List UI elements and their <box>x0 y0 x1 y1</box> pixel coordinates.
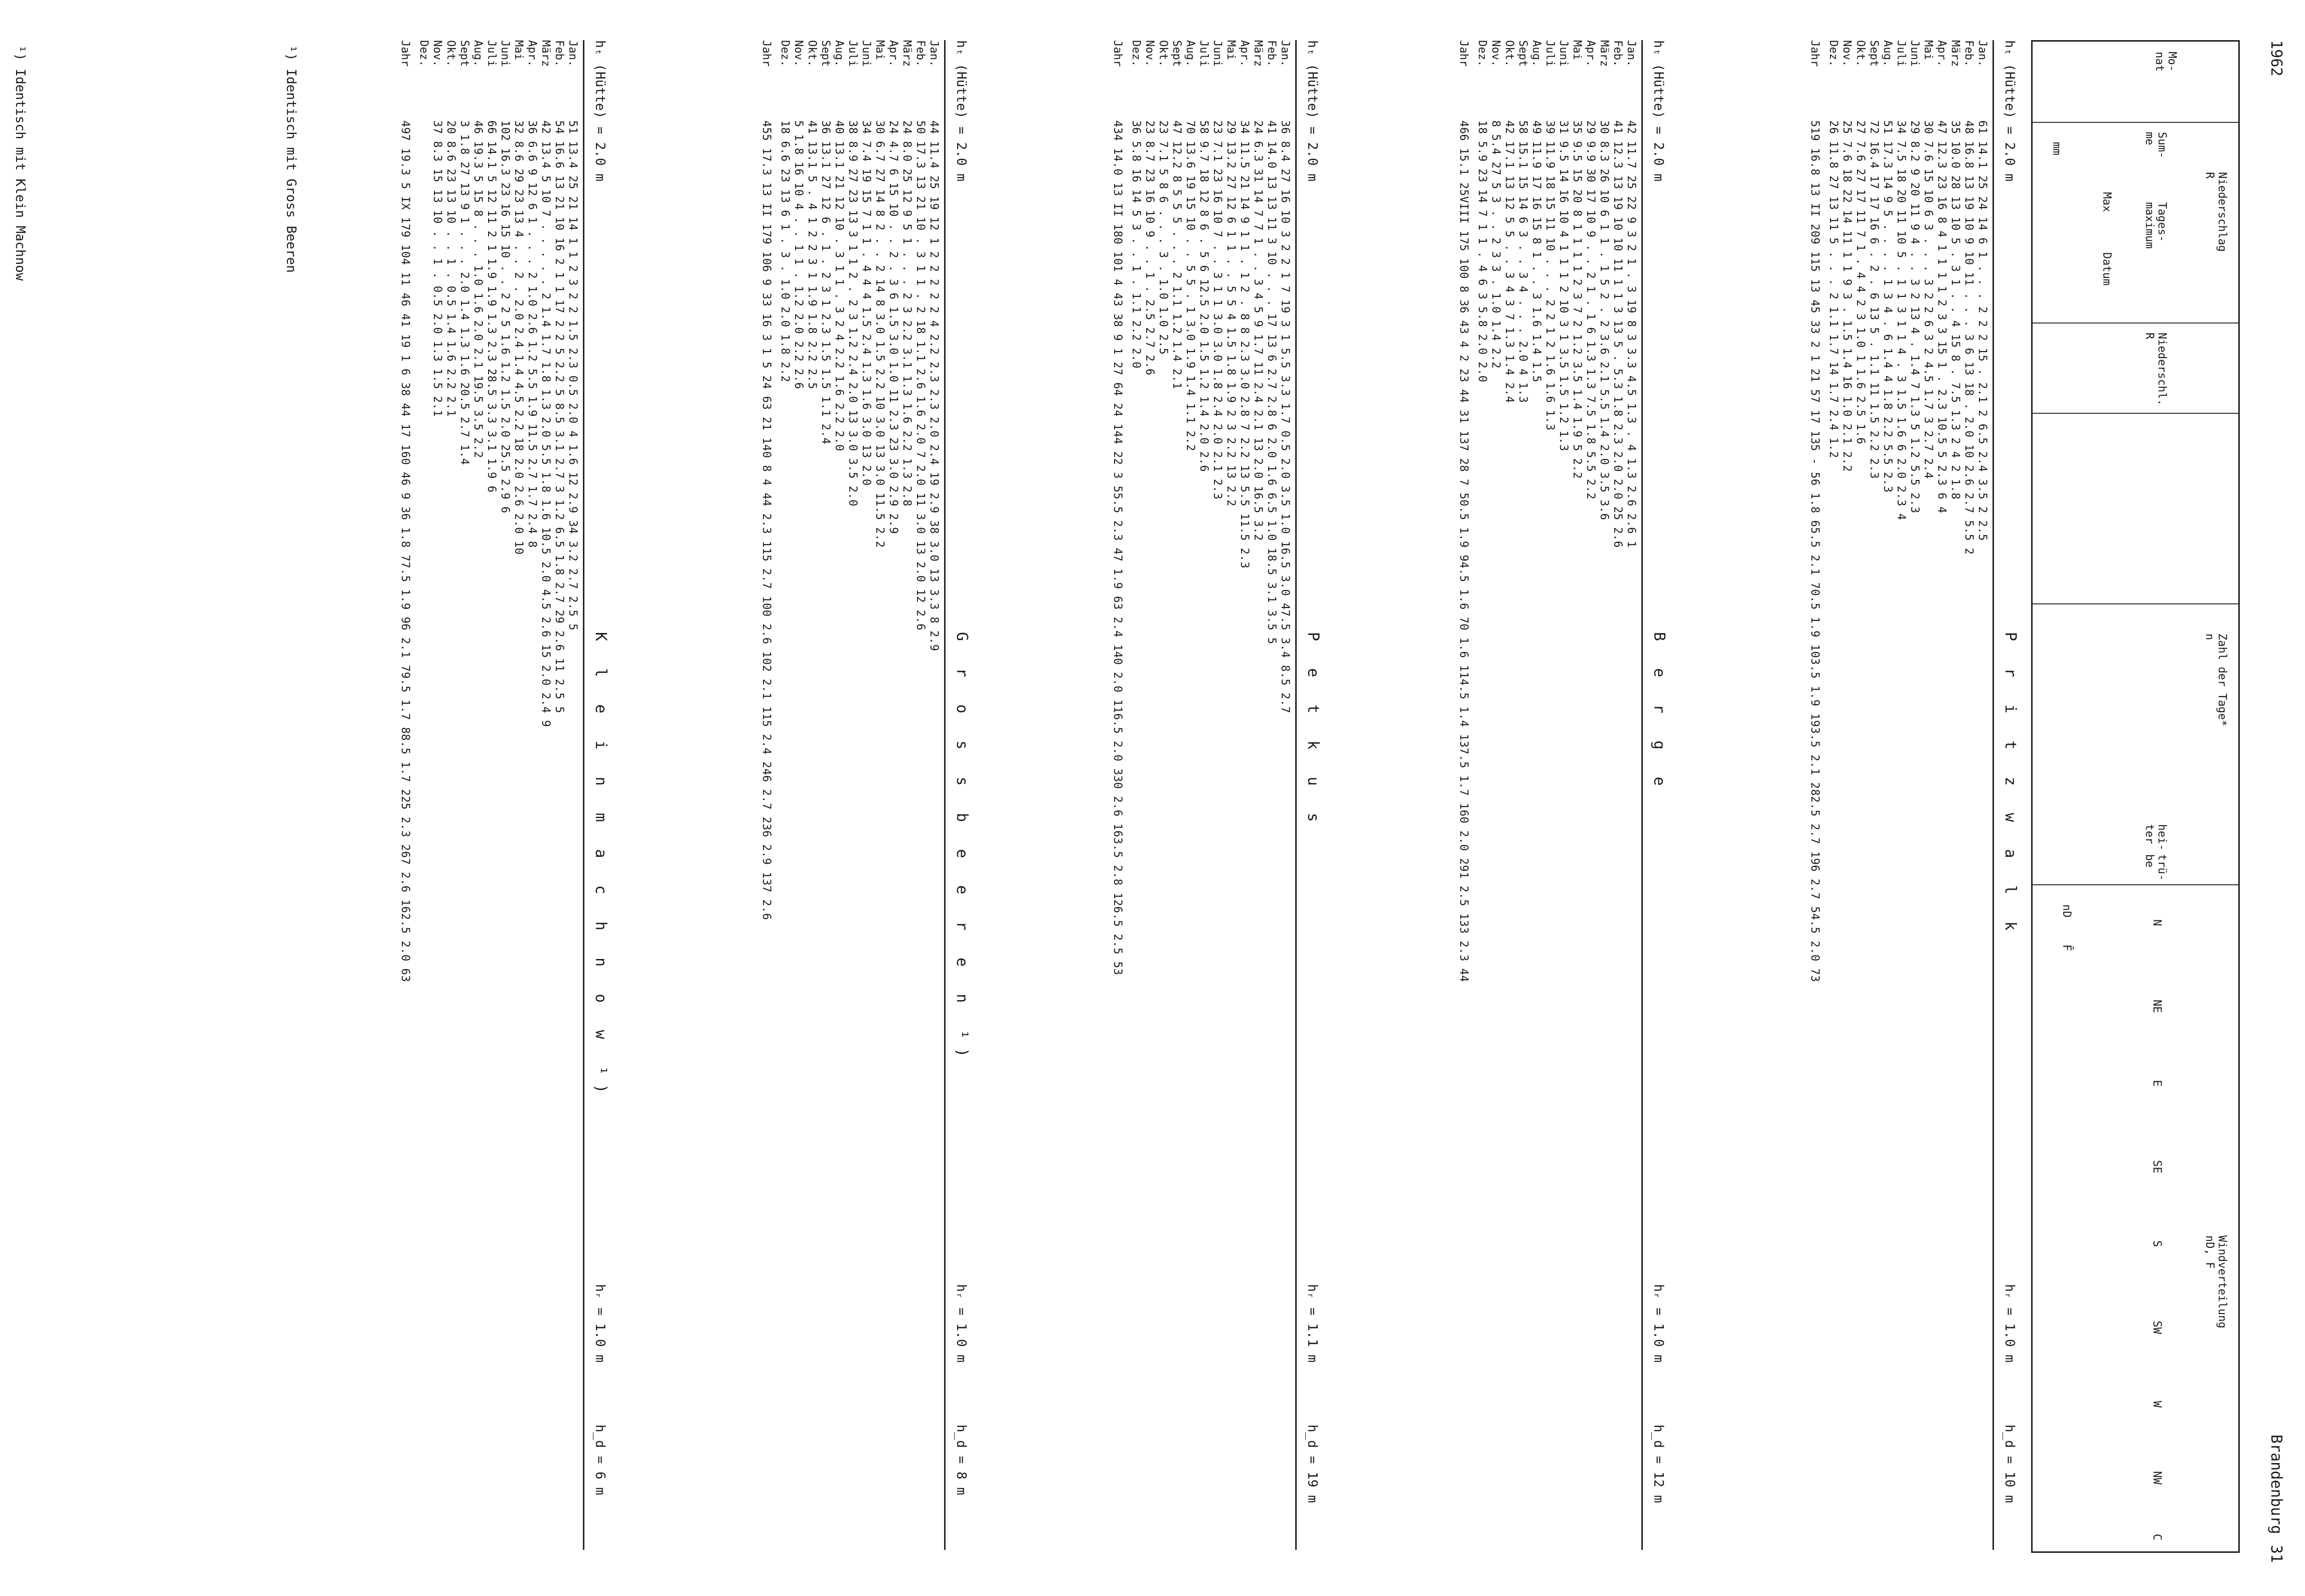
row-values: 455 17.3 13 II 179 106 9 33 16 3 1 5 24 63 21 140 8 4 44 2.3 115 2.7 100 2.6 102 2.1 115 2.4 246 2.7 236 2.9 137 2.6 <box>760 120 773 920</box>
table-row <box>1238 40 1251 1550</box>
row-values: 24 8.0 25 12 9 5 1 . . . 2 3 2.2 3.1 1.3 1.6 2.2 1.3 2.8 <box>900 120 913 507</box>
header-datum: Datum <box>2100 252 2113 286</box>
station-name: G r o s s b e e r e n ¹) <box>953 632 971 1066</box>
table-row <box>819 40 832 1550</box>
table-row <box>417 40 430 1550</box>
page-year: 1962 <box>2267 40 2285 77</box>
table-row <box>1502 40 1516 1550</box>
month-label: Jan. <box>928 40 940 67</box>
table-row <box>1908 40 1921 1550</box>
station-section <box>1698 40 2019 1550</box>
month-label: Mai <box>1922 40 1934 60</box>
month-label: Sept <box>1170 40 1183 67</box>
table-row <box>792 40 805 1550</box>
row-values: 25 7.6 18 22 14 11 1 1 9 3 . 1.5 1.4 16 1.0 2.1 2.2 <box>1840 120 1853 472</box>
month-label: Apr. <box>887 40 899 67</box>
month-label: Jan. <box>1279 40 1291 67</box>
month-label: Juni <box>1908 40 1921 67</box>
row-values: 36 5.8 16 14 5 3 . . 1 . 1.1 2.2 2.0 <box>1130 120 1142 369</box>
header-summe: Sum- me <box>2143 132 2168 158</box>
table-row <box>778 40 792 1550</box>
row-values: 18 6.6 23 13 6 1 . 3 . 1.0 2.0 1.8 2.2 <box>779 120 791 383</box>
row-values: 26 11.8 27 13 11 5 . . . 2 1.1 1.7 14 1.7 2.4 1.2 <box>1827 120 1839 458</box>
month-label: Sept <box>1868 40 1880 67</box>
month-label: Okt. <box>1157 40 1169 67</box>
row-values: 47 12.3 23 16 8 4 1 1 1 1 2 3 3 15 1 . 2.3 10.5 5 2.3 6 4 <box>1935 120 1948 514</box>
month-label: Jan. <box>1625 40 1637 67</box>
month-label: Apr. <box>1238 40 1251 67</box>
section-rule <box>1295 40 1297 1550</box>
station-ht: hₜ (Hütte) = 2.0 m <box>2002 40 2017 182</box>
page-number: 31 <box>2267 1545 2285 1563</box>
station-name: P e t k u s <box>1304 632 1322 831</box>
row-values: 30 7.6 15 10 6 3 . . . 3 2 2 6 3 2 4.5 1.7 3 2.7 2.4 <box>1922 120 1934 479</box>
month-label: Juli <box>485 40 498 67</box>
row-values: 44 11.4 25 19 12 1 2 2 2 2 2 4 2.2 2.3 2.3 2.0 2.4 19 2.9 38 3.0 13 3.3 8 2.9 <box>928 120 940 652</box>
month-label: Juni <box>1557 40 1570 67</box>
station-ht: hₜ (Hütte) = 2.0 m <box>592 40 607 182</box>
month-label: Aug. <box>833 40 845 67</box>
table-row <box>1881 40 1894 1550</box>
table-row <box>1840 40 1854 1550</box>
month-label: Aug. <box>472 40 484 67</box>
month-label: Juli <box>1895 40 1907 67</box>
month-label: Feb. <box>914 40 927 67</box>
row-values: 34 7.4 19 15 7 1 1 . 4 4 4 1.5 2.4 1.3 1.6 3.0 13 2.0 <box>860 120 872 486</box>
row-values: 39 11.9 18 15 11 10 . . . 2 2 1 2 1.6 1.6 1.3 <box>1544 120 1556 431</box>
row-values: 51 13.4 25 21 14 1 1 2 3 2 2 1.5 2.3 0.5 2.0 4 1.6 12 2.9 34 3.2 2.7 2.5 5 <box>566 120 579 631</box>
row-values: 72 16.4 17 17 16 6 . 2 . 6 13 5 . 1.1 11 1.5 2.2 2.3 <box>1868 120 1880 479</box>
table-row <box>1557 40 1570 1550</box>
month-label: Dez. <box>417 40 430 67</box>
row-values: 47 12.2 8 5 5 5 . . . 2 1.1 1.2 1.4 2.1 <box>1170 120 1183 390</box>
month-label: Jahr <box>1457 40 1470 67</box>
row-values: 497 19.3 5 IX 179 104 11 46 41 19 1 6 38 44 17 160 46 9 36 1.8 77.5 1.9 96 2.1 79.5 1.7 88.5 1.7 225 2.3 267 2.6 162.5 2.0 63 <box>399 120 411 983</box>
row-values: 42 11.7 25 22 9 3 2 1 . 3 19 8 3 3.3 4.5 1.3 . 4 1.3 2.6 2.6 1 <box>1625 120 1637 548</box>
month-label: Apr. <box>526 40 538 67</box>
section-rule <box>1992 40 1994 1550</box>
row-values: 30 6.7 27 14 8 2 . . 2 14 8 3.0 1.5 2.2 10 3.0 13 3.0 11.5 2.2 <box>873 120 886 548</box>
month-label: Juli <box>1197 40 1210 67</box>
row-values: 34 7.5 18 20 11 10 5 . 1 1 3 1 1 4 . 3 1.5 1.6 6 2.0 2.3 4 <box>1895 120 1907 521</box>
table-row-year <box>1111 40 1124 1550</box>
table-row <box>525 40 539 1550</box>
table-row <box>1854 40 1867 1550</box>
row-values: 29 8.2 9 20 11 9 4 . . 3 2 13 4 . 1.4 7 1.3 5 1.2 5.5 2.3 <box>1908 120 1921 514</box>
station-hr: hᵣ = 1.1 m <box>1305 1284 1320 1363</box>
row-values: 23 7.1 5 8 6 . . . 3 . 1.0 1.0 2.5 <box>1157 120 1169 355</box>
row-values: 29 9.9 30 17 10 9 . . 2 1 . 1 6 1.3 1.3 7.5 1.8 5.5 2.2 <box>1584 120 1597 500</box>
row-values: 36 13.1 27 12 6 . 1 . 2 3 1 2.3 1.5 1.5 1.1 2.4 <box>819 120 832 445</box>
station-section <box>288 40 609 1550</box>
table-row <box>1962 40 1975 1550</box>
row-values: 40 13.1 21 12 10 . 3 1 1 . 3 2 4 2.2 1.6 2.2 2.0 <box>833 120 845 451</box>
row-values: 34 11.5 21 14 9 1 1 . 1 2 . 8 8 2.3 3.0 2.8 7 2.2 13 5.5 11.5 2.3 <box>1238 120 1251 569</box>
month-label: Nov. <box>1489 40 1502 67</box>
table-row-year <box>398 40 412 1550</box>
table-row <box>1197 40 1210 1550</box>
month-label: Nov. <box>431 40 443 67</box>
table-row <box>1948 40 1962 1550</box>
row-values: 23 8.7 23 16 10 9 . . 1 . 2.5 2.7 2.6 <box>1143 120 1156 376</box>
table-row <box>1170 40 1183 1550</box>
row-values: 466 15.1 25VIII 175 100 8 36 43 4 2 23 44 31 137 28 7 50.5 1.9 94.5 1.6 70 1.6 114.5 1.4 137.5 1.7 160 2.0 291 2.5 133 2.3 44 <box>1457 120 1470 983</box>
header-tagesmaximum: Tages- maximum <box>2143 202 2168 249</box>
station-hr: hᵣ = 1.0 m <box>1651 1284 1666 1363</box>
row-values: 41 14.0 13 13 11 3 10 . . . 17 13 6 2.7 2.8 6 2.0 1.6 6.5 1.0 18.5 3.1 3.5 5 <box>1265 120 1278 645</box>
table-row <box>1475 40 1489 1550</box>
station-name: B e r g e <box>1650 632 1668 795</box>
month-label: Jan. <box>1976 40 1988 67</box>
table-row <box>1543 40 1557 1550</box>
table-row <box>1183 40 1197 1550</box>
month-label: Okt. <box>806 40 818 67</box>
section-rule <box>1641 40 1643 1550</box>
header-trueb: trü- be <box>2143 854 2168 881</box>
table-row <box>1516 40 1529 1550</box>
table-row <box>805 40 819 1550</box>
table-row <box>1570 40 1584 1550</box>
table-row <box>832 40 846 1550</box>
table-row <box>1826 40 1840 1550</box>
footnote-grossbeeren: ¹) Identisch mit Gross Beeren <box>283 45 298 273</box>
row-values: 61 14.1 25 24 14 6 1 . . . 2 2 2 15 . 2.1 2 6.5 2.4 3.5 2 2.5 <box>1976 120 1988 541</box>
row-values: 29 13.2 27 12 6 1 1 . . 5 5 4 1.5 1.8 1.9 2 3 2.2 13 2.2 <box>1224 120 1237 507</box>
header-heiter: hei- ter <box>2143 824 2168 851</box>
month-label: Jahr <box>399 40 411 67</box>
month-label: Dez. <box>1476 40 1488 67</box>
table-row <box>1210 40 1224 1550</box>
month-label: Aug. <box>1184 40 1196 67</box>
table-row <box>886 40 900 1550</box>
row-values: 42 13.4 5 10 7 . . . . . 2 1.4 1.7 1.8 1.3 2.0 5.5 1.8 1.6 10.5 2.0 4.5 2.6 15 2.0 2.4 9 <box>539 120 552 727</box>
station-rows <box>1457 40 1638 1550</box>
header-f: F̄ <box>2060 944 2073 951</box>
station-hr: hᵣ = 1.0 m <box>954 1284 969 1363</box>
page-region: Brandenburg <box>2267 1434 2285 1534</box>
month-label: Juni <box>499 40 511 67</box>
row-values: 41 12.3 13 19 10 10 11 1 1 3 13 5 . 5.3 1.8 2.3 2.0 2.0 25 2.6 <box>1611 120 1624 548</box>
table-row <box>457 40 471 1550</box>
row-values: 58 9.7 18 12 8 6 . 5 6 12.5 2.0 1.5 1.2 1.4 2.0 2.6 <box>1197 120 1210 472</box>
month-label: Sept <box>1516 40 1529 67</box>
month-label: März <box>1949 40 1961 67</box>
wind-dir-c: C <box>2150 1534 2163 1541</box>
table-row <box>1265 40 1278 1550</box>
row-values: 48 16.8 13 19 10 9 10 11 . . . 3 6 13 18 . 2.0 10 2.6 2.7 5.5 2 <box>1962 120 1975 555</box>
row-values: 30 8.3 26 10 6 1 1 . 1 5 2 . 2 3.6 2.1 5.5 1.4 2.0 3.5 3.6 <box>1598 120 1610 521</box>
month-label: März <box>1252 40 1264 67</box>
table-row <box>913 40 927 1550</box>
month-label: Mai <box>512 40 525 60</box>
month-label: Mai <box>1224 40 1237 60</box>
month-label: Juli <box>1544 40 1556 67</box>
row-values: 8 5.4 27 5 3 . . 2 3 3 . 1.0 1.4 2.2 <box>1489 120 1502 369</box>
row-values: 20 8.6 23 13 10 . . 1 . 0.5 1.4 1.6 2.2 2.1 <box>444 120 457 417</box>
table-row <box>471 40 485 1550</box>
footnote-kleinmachnow: ¹) Identisch mit Klein Machnow <box>13 45 28 281</box>
station-hd: h_d = 8 m <box>954 1424 969 1495</box>
station-name: K l e i n m a c h n o w ¹) <box>592 632 609 1102</box>
station-section <box>650 40 971 1550</box>
row-values: 31 9.5 14 16 10 4 1 1 1 2 10 3 1 3.5 1.5 1.2 1.3 <box>1557 120 1570 451</box>
month-label: Feb. <box>1611 40 1624 67</box>
month-label: Jan. <box>566 40 579 67</box>
row-values: 24 6.3 31 14 7 7 1 . . 3 4 5 9 1.7 11 2.4 2.1 13 2.0 16.5 3.2 <box>1252 120 1264 541</box>
wind-dir-sw: SW <box>2150 1321 2163 1334</box>
table-row <box>1251 40 1265 1550</box>
row-values: 51 17.3 14 9 5 . . . . 1 3 4 . 6 1.4 4 1.8 2.2 5.5 2.3 <box>1881 120 1894 493</box>
table-row <box>552 40 566 1550</box>
header-windverteilung: Windverteilung nD, F <box>2203 1235 2228 1329</box>
station-hr: hᵣ = 1.0 m <box>2002 1284 2017 1363</box>
station-section <box>1347 40 1668 1550</box>
station-hd: h_d = 19 m <box>1305 1424 1320 1503</box>
month-label: Juni <box>860 40 872 67</box>
month-label: Okt. <box>1503 40 1515 67</box>
month-label: Mai <box>873 40 886 60</box>
month-label: Jahr <box>1111 40 1124 67</box>
wind-dir-e: E <box>2150 1080 2163 1087</box>
row-values: 32 8.6 29 23 13 4 . . 2 . 2.0 2.4 1.4 4.5 2.2 18 2.0 2.6 2.0 10 <box>512 120 525 555</box>
section-rule <box>944 40 946 1550</box>
column-header-table <box>2031 40 2240 1553</box>
month-label: Juli <box>846 40 859 67</box>
table-row <box>1278 40 1292 1550</box>
row-values: 50 17.3 13 21 10 . 3 1 1 . 2 18 1.1 2.6 1.6 2.0 7 2.0 11 3.0 13 2.0 12 2.6 <box>914 120 927 631</box>
station-hd: h_d = 6 m <box>592 1424 607 1495</box>
month-label: Okt. <box>444 40 457 67</box>
table-row <box>444 40 457 1550</box>
table-row <box>1129 40 1143 1550</box>
station-ht: hₜ (Hütte) = 2.0 m <box>1305 40 1320 182</box>
header-unit: mm <box>2050 142 2063 155</box>
table-row <box>539 40 552 1550</box>
table-row <box>846 40 859 1550</box>
table-row <box>900 40 913 1550</box>
month-label: Feb. <box>1962 40 1975 67</box>
station-name: P r i t z w a l k <box>2002 632 2019 940</box>
table-row <box>430 40 444 1550</box>
month-label: Feb. <box>553 40 565 67</box>
row-values: 519 16.8 13 II 209 115 13 45 33 2 1 21 57 17 135 - 56 1.8 65.5 2.1 70.5 1.9 103.5 1.9 193.5 2.1 282.5 2.7 196 2.7 54.5 2.0 73 <box>1808 120 1821 983</box>
row-values: 36 6.6 9 12 6 1 . . . 2 1.0 2.6 1.2 5.5 1.9 11.5 2.7 1.7 2.4 8 <box>526 120 538 548</box>
station-ht: hₜ (Hütte) = 2.0 m <box>954 40 969 182</box>
row-values: 434 14.0 13 II 180 101 4 43 38 9 1 27 64 24 144 22 3 55.5 2.3 47 1.9 63 2.4 140 2.0 116.5 2.0 330 2.6 163.5 2.8 126.5 2.5 53 <box>1111 120 1124 976</box>
row-values: 35 10.0 28 13 10 5 . 3 1 . . 4 15 8 . 7.5 1.3 2 4 2 1.8 <box>1949 120 1961 500</box>
table-row <box>1156 40 1170 1550</box>
month-label: Nov. <box>1840 40 1853 67</box>
row-values: 5 1.8 16 10 4 . . 1 1 . 1.2 2.0 2.2 2.6 <box>792 120 805 390</box>
table-row <box>1529 40 1543 1550</box>
month-label: Nov. <box>1143 40 1156 67</box>
month-label: Dez. <box>779 40 791 67</box>
row-values: 102 16.3 23 16 15 10 . . 2 2 5 1.6 1.2 1.5 2.0 25.5 2.9 6 <box>499 120 511 514</box>
header-max: Max <box>2100 192 2113 212</box>
row-values: 58 15.1 15 14 6 3 . . 3 4 . . . 2.0 4 1.3 <box>1516 120 1529 403</box>
row-values: 36 8.4 27 16 10 3 2 2 1 7 19 3 1 5.5 3.3 1.7 0.5 2.0 3.5 1.0 16.5 3.0 47.5 3.4 8.5 2.7 <box>1279 120 1291 714</box>
station-rows <box>398 40 579 1550</box>
month-label: Jahr <box>1808 40 1821 67</box>
header-nd: nD <box>2060 904 2073 918</box>
table-row <box>1611 40 1624 1550</box>
table-row-year <box>1808 40 1821 1550</box>
table-row <box>566 40 579 1550</box>
table-row <box>927 40 941 1550</box>
row-values: 23 7.1 23 16 10 7 . . 3 1 1 3.0 3.0 1.8 2.4 2.0 2.1 2.3 <box>1211 120 1223 500</box>
section-rule <box>583 40 584 1550</box>
station-ht: hₜ (Hütte) = 2.0 m <box>1651 40 1666 182</box>
table-row <box>512 40 525 1550</box>
header-niederschlag: Niederschlag R <box>2203 172 2228 252</box>
station-rows <box>1111 40 1292 1550</box>
month-label: Apr. <box>1584 40 1597 67</box>
row-values: 46 19.3 5 15 8 . . . 1.0 1.6 2.0 2.1 19.5 3.5 2.2 <box>472 120 484 458</box>
month-label: Aug. <box>1530 40 1543 67</box>
table-row <box>1143 40 1156 1550</box>
month-label: Apr. <box>1935 40 1948 67</box>
table-row <box>1624 40 1638 1550</box>
table-row-year <box>1457 40 1470 1550</box>
wind-dir-ne: NE <box>2150 1000 2163 1013</box>
table-row <box>1597 40 1611 1550</box>
station-rows <box>759 40 941 1550</box>
table-row <box>1935 40 1948 1550</box>
month-label: Mai <box>1571 40 1583 60</box>
wind-dir-w: W <box>2150 1401 2163 1408</box>
month-label: März <box>1598 40 1610 67</box>
station-hd: h_d = 10 m <box>2002 1424 2017 1503</box>
month-label: Nov. <box>792 40 805 67</box>
row-values: 70 13.6 19 15 10 . . 5 5 . 1 3.0 1.9 1.4 1.1 2.2 <box>1184 120 1196 451</box>
header-monat: Mo- nat <box>2153 52 2178 72</box>
row-values: 37 8.3 15 13 10 . . 1 . 0.5 2.0 1.3 1.5 2.1 <box>431 120 443 417</box>
table-row <box>1224 40 1238 1550</box>
station-hr: hᵣ = 1.0 m <box>592 1284 607 1363</box>
row-values: 66 14.1 5 12 11 2 1 1.9 1.9 1.3 2.3 28.5 3.3 3.1 1.9 6 <box>485 120 498 493</box>
table-row <box>498 40 512 1550</box>
table-row <box>873 40 886 1550</box>
row-values: 49 11.9 17 16 15 8 1 . . 3 1.6 1.4 1.5 <box>1530 120 1543 383</box>
month-label: Juni <box>1211 40 1223 67</box>
row-values: 41 13.1 5 . 4 1 2 2 3 1 1.9 1.8 2.2 2.5 <box>806 120 818 390</box>
month-label: März <box>900 40 913 67</box>
table-row-year <box>759 40 773 1550</box>
month-label: Feb. <box>1265 40 1278 67</box>
header-niederschl-r: Niederschl. R <box>2143 333 2168 406</box>
month-label: März <box>539 40 552 67</box>
table-row <box>1975 40 1989 1550</box>
row-values: 18 5.9 23 14 7 1 1 . 4 6 3 5.8 2.0 2.0 <box>1476 120 1488 383</box>
month-label: Okt. <box>1854 40 1867 67</box>
station-rows <box>1808 40 1989 1550</box>
month-label: Aug. <box>1881 40 1894 67</box>
row-values: 35 9.5 15 20 8 1 1 1 1 2 3 7 2 1.2 3.5 1.4 1.9 5 2.2 <box>1571 120 1583 479</box>
row-values: 24 4.7 6 15 10 . . 2 . 3 6 1.5 3.0 1.0 11 2.3 23 3.0 2.9 2.9 <box>887 120 899 534</box>
station-hd: h_d = 12 m <box>1651 1424 1666 1503</box>
table-row <box>1867 40 1881 1550</box>
month-label: Sept <box>458 40 471 67</box>
month-label: Dez. <box>1827 40 1839 67</box>
wind-dir-nw: NW <box>2150 1471 2163 1485</box>
row-values: 3 1.8 27 13 9 1 . . . 2.0 1.4 1.3 1.6 20.5 2.7 1.4 <box>458 120 471 465</box>
table-row <box>1894 40 1908 1550</box>
header-zahl-der-tage: Zahl der Tage* n <box>2203 633 2228 727</box>
month-label: Jahr <box>760 40 773 67</box>
row-values: 42 17.1 13 12 5 5 . . 3 4 3 7 1.3 1.4 2.4 <box>1503 120 1515 403</box>
table-row <box>1584 40 1597 1550</box>
wind-dir-n: N <box>2150 919 2163 926</box>
wind-dir-s: S <box>2150 1240 2163 1247</box>
table-row <box>1921 40 1935 1550</box>
row-values: 27 7.6 27 17 11 7 1 . 4 4 2 3 1.0 1 1.6 2.5 1.6 <box>1854 120 1867 445</box>
station-section <box>1001 40 1322 1550</box>
table-row <box>1489 40 1502 1550</box>
month-label: Dez. <box>1130 40 1142 67</box>
month-label: Sept <box>819 40 832 67</box>
wind-dir-se: SE <box>2150 1160 2163 1174</box>
table-row <box>859 40 873 1550</box>
table-row <box>485 40 498 1550</box>
row-values: 38 8.9 27 23 13 3 1 1 2 . 2 3 1.2 2.4 2.0 13 3.0 3.5 2.0 <box>846 120 859 507</box>
row-values: 54 16.6 13 21 10 16 2 1 1 17 2 2 5 2.2 5 8.5 3.1 2.7 3 1.2 6.5 1.8 2.7 29 2.6 11 2.5 5 <box>553 120 565 714</box>
